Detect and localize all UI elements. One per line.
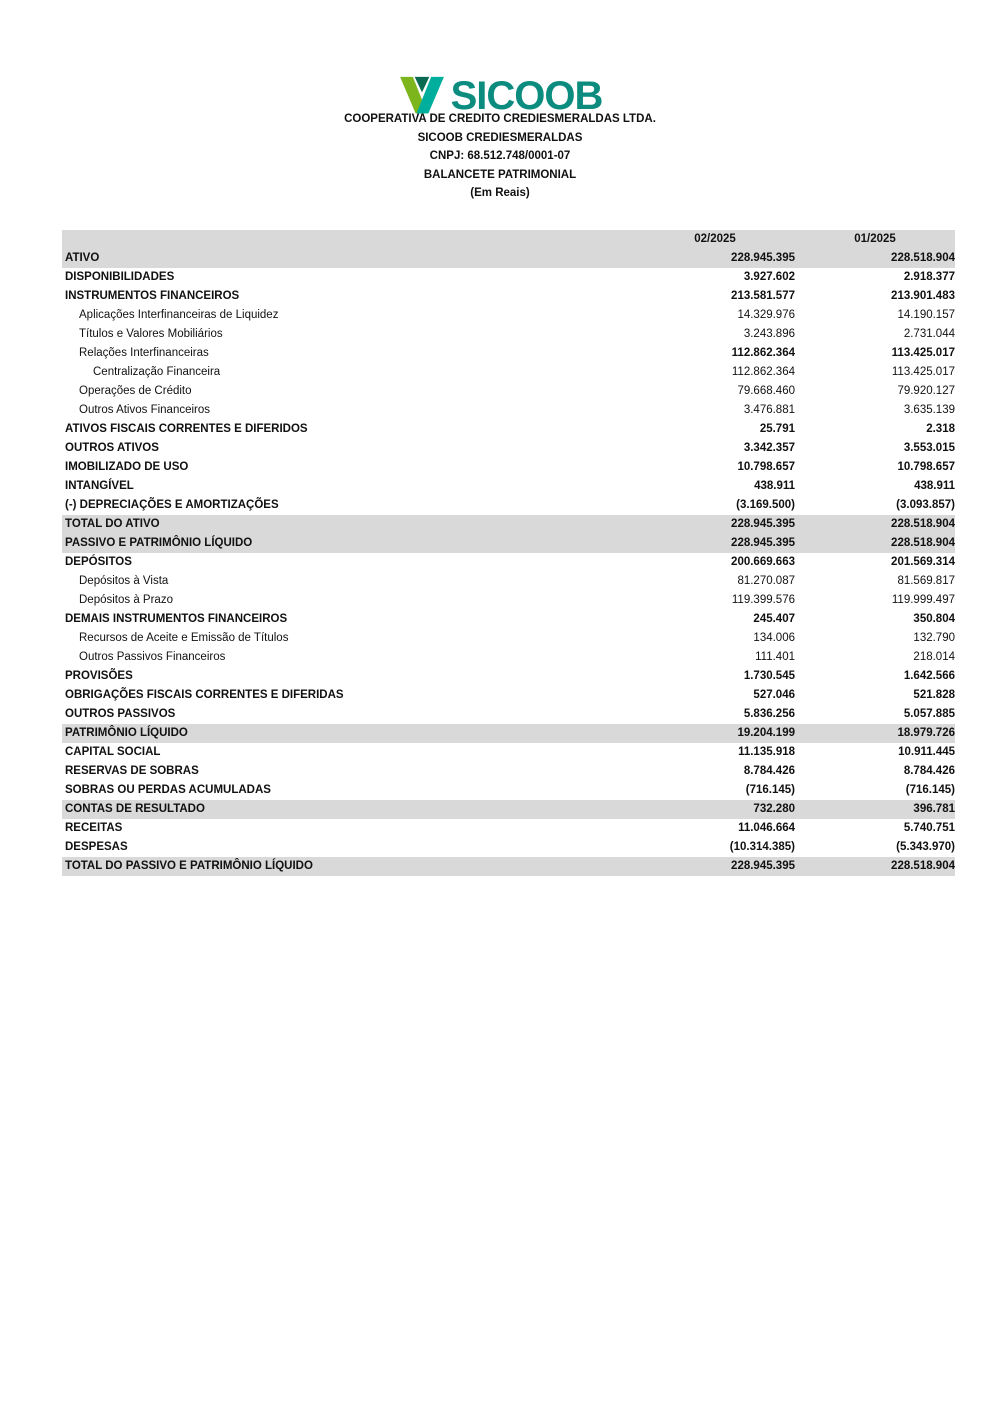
row-label: TOTAL DO PASSIVO E PATRIMÔNIO LÍQUIDO xyxy=(65,859,313,872)
row-label: RESERVAS DE SOBRAS xyxy=(65,764,199,777)
row-value-previous: 3.635.139 xyxy=(903,403,955,416)
table-row xyxy=(62,325,955,344)
table-row xyxy=(62,667,955,686)
column-header-current: 02/2025 xyxy=(694,232,736,245)
table-row xyxy=(62,268,955,287)
table-row xyxy=(62,819,955,838)
table-row xyxy=(62,344,955,363)
row-value-previous: 201.569.314 xyxy=(891,555,955,568)
row-value-previous: 79.920.127 xyxy=(897,384,955,397)
row-value-current: 79.668.460 xyxy=(737,384,795,397)
row-value-previous: (3.093.857) xyxy=(896,498,955,511)
row-value-previous: 14.190.157 xyxy=(897,308,955,321)
table-row xyxy=(62,496,955,515)
row-value-current: 111.401 xyxy=(755,650,795,663)
row-value-previous: 2.318 xyxy=(926,422,955,435)
row-value-current: 81.270.087 xyxy=(737,574,795,587)
row-value-current: 11.135.918 xyxy=(738,745,795,758)
row-value-current: (716.145) xyxy=(745,783,795,796)
row-value-current: 527.046 xyxy=(753,688,795,701)
row-value-current: 228.945.395 xyxy=(731,517,795,530)
table-row xyxy=(62,686,955,705)
row-value-previous: 113.425.017 xyxy=(891,346,955,359)
row-value-previous: (5.343.970) xyxy=(896,840,955,853)
table-row xyxy=(62,629,955,648)
table-row xyxy=(62,648,955,667)
row-value-current: 3.243.896 xyxy=(743,327,795,340)
row-value-previous: 2.731.044 xyxy=(903,327,955,340)
row-value-current: 5.836.256 xyxy=(743,707,795,720)
table-row xyxy=(62,287,955,306)
row-value-current: 3.927.602 xyxy=(743,270,795,283)
document-header xyxy=(0,110,1000,203)
table-row xyxy=(62,306,955,325)
table-row xyxy=(62,857,955,876)
row-value-current: 25.791 xyxy=(759,422,795,435)
table-row xyxy=(62,743,955,762)
trade-name: SICOOB CREDIESMERALDAS xyxy=(417,131,583,144)
row-label: INTANGÍVEL xyxy=(65,479,134,492)
table-row xyxy=(62,610,955,629)
row-value-current: 8.784.426 xyxy=(743,764,795,777)
row-value-previous: 2.918.377 xyxy=(903,270,955,283)
row-value-current: 1.730.545 xyxy=(743,669,795,682)
table-row xyxy=(62,781,955,800)
table-row xyxy=(62,515,955,534)
row-value-previous: 10.798.657 xyxy=(897,460,955,473)
table-row xyxy=(62,477,955,496)
table-row xyxy=(62,705,955,724)
row-label: OBRIGAÇÕES FISCAIS CORRENTES E DIFERIDAS xyxy=(65,688,344,701)
row-value-current: 11.046.664 xyxy=(738,821,795,834)
row-value-current: 228.945.395 xyxy=(731,536,795,549)
table-row xyxy=(62,420,955,439)
row-value-current: 438.911 xyxy=(754,479,795,492)
row-value-previous: 396.781 xyxy=(913,802,955,815)
row-label: Outros Ativos Financeiros xyxy=(79,403,211,416)
company-name: COOPERATIVA DE CREDITO CREDIESMERALDAS LTDA. xyxy=(344,113,656,125)
row-value-current: 119.399.576 xyxy=(731,593,795,606)
row-value-previous: 438.911 xyxy=(914,479,955,492)
row-label: Aplicações Interfinanceiras de Liquidez xyxy=(79,308,279,321)
row-value-current: 228.945.395 xyxy=(731,859,795,872)
row-label: Depósitos à Prazo xyxy=(79,593,173,606)
row-label: CONTAS DE RESULTADO xyxy=(65,802,205,815)
row-label: OUTROS PASSIVOS xyxy=(65,707,176,720)
row-value-previous: 119.999.497 xyxy=(891,593,955,606)
row-label: Relações Interfinanceiras xyxy=(79,346,209,359)
table-row xyxy=(62,838,955,857)
row-label: SOBRAS OU PERDAS ACUMULADAS xyxy=(65,783,271,796)
table-row xyxy=(62,800,955,819)
row-label: Centralização Financeira xyxy=(93,365,221,378)
table-row xyxy=(62,591,955,610)
row-label: TOTAL DO ATIVO xyxy=(65,517,160,530)
row-value-previous: 8.784.426 xyxy=(903,764,955,777)
row-value-current: 228.945.395 xyxy=(731,251,795,264)
row-value-previous: (716.145) xyxy=(905,783,955,796)
row-value-current: 19.204.199 xyxy=(737,726,795,739)
row-value-current: 14.329.976 xyxy=(737,308,795,321)
table-row xyxy=(62,458,955,477)
row-value-current: 10.798.657 xyxy=(737,460,795,473)
report-title: BALANCETE PATRIMONIAL xyxy=(423,168,577,181)
row-value-previous: 228.518.904 xyxy=(891,859,955,872)
cnpj: CNPJ: 68.512.748/0001-07 xyxy=(429,150,571,162)
row-value-previous: 228.518.904 xyxy=(891,536,955,549)
row-value-previous: 3.553.015 xyxy=(903,441,955,454)
row-label: OUTROS ATIVOS xyxy=(65,441,159,454)
row-value-current: 213.581.577 xyxy=(731,289,795,302)
balance-table-body xyxy=(62,249,955,876)
table-row xyxy=(62,249,955,268)
row-label: Títulos e Valores Mobiliários xyxy=(79,327,223,340)
row-value-current: 112.862.364 xyxy=(731,365,795,378)
row-label: DISPONIBILIDADES xyxy=(65,270,175,283)
row-label: PASSIVO E PATRIMÔNIO LÍQUIDO xyxy=(65,536,253,549)
row-label: CAPITAL SOCIAL xyxy=(65,745,161,758)
row-label: PROVISÕES xyxy=(65,669,133,682)
row-label: ATIVOS FISCAIS CORRENTES E DIFERIDOS xyxy=(65,422,308,435)
row-value-previous: 132.790 xyxy=(913,631,955,644)
row-value-previous: 521.828 xyxy=(913,688,955,701)
row-label: PATRIMÔNIO LÍQUIDO xyxy=(65,726,188,739)
balance-table xyxy=(62,230,955,876)
row-value-current: (3.169.500) xyxy=(736,498,795,511)
table-row xyxy=(62,534,955,553)
table-row xyxy=(62,363,955,382)
row-value-current: (10.314.385) xyxy=(729,840,795,853)
row-label: DESPESAS xyxy=(65,840,128,853)
row-label: IMOBILIZADO DE USO xyxy=(65,460,189,473)
table-row xyxy=(62,762,955,781)
row-label: Operações de Crédito xyxy=(79,384,192,397)
row-label: INSTRUMENTOS FINANCEIROS xyxy=(65,289,240,302)
table-header-row xyxy=(62,230,955,249)
row-value-previous: 1.642.566 xyxy=(903,669,955,682)
row-label: DEPÓSITOS xyxy=(65,555,132,568)
table-row xyxy=(62,439,955,458)
row-label: Outros Passivos Financeiros xyxy=(79,650,226,663)
row-value-previous: 81.569.817 xyxy=(897,574,955,587)
sicoob-wordmark: SICOOB xyxy=(450,74,603,118)
row-value-current: 112.862.364 xyxy=(731,346,795,359)
row-value-previous: 218.014 xyxy=(913,650,955,663)
row-value-previous: 228.518.904 xyxy=(891,251,955,264)
row-value-previous: 228.518.904 xyxy=(891,517,955,530)
table-row xyxy=(62,724,955,743)
currency-note: (Em Reais) xyxy=(470,187,530,199)
row-value-previous: 18.979.726 xyxy=(897,726,955,739)
row-label: (-) DEPRECIAÇÕES E AMORTIZAÇÕES xyxy=(65,498,279,511)
row-label: Depósitos à Vista xyxy=(79,574,169,587)
row-value-current: 3.342.357 xyxy=(743,441,795,454)
row-label: ATIVO xyxy=(65,251,100,264)
row-value-current: 134.006 xyxy=(753,631,795,644)
table-row xyxy=(62,401,955,420)
row-label: RECEITAS xyxy=(65,821,123,834)
row-value-previous: 350.804 xyxy=(913,612,955,625)
column-header-previous: 01/2025 xyxy=(854,232,896,245)
row-value-current: 245.407 xyxy=(753,612,795,625)
row-value-current: 732.280 xyxy=(753,802,795,815)
row-value-current: 200.669.663 xyxy=(731,555,795,568)
row-value-previous: 213.901.483 xyxy=(891,289,955,302)
header-spacer xyxy=(62,230,635,249)
table-row xyxy=(62,553,955,572)
row-value-previous: 5.740.751 xyxy=(903,821,955,834)
row-label: DEMAIS INSTRUMENTOS FINANCEIROS xyxy=(65,612,288,625)
sicoob-logo xyxy=(0,0,1000,118)
row-label: Recursos de Aceite e Emissão de Títulos xyxy=(79,631,289,644)
row-value-previous: 10.911.445 xyxy=(898,745,955,758)
row-value-previous: 5.057.885 xyxy=(903,707,955,720)
row-value-previous: 113.425.017 xyxy=(891,365,955,378)
row-value-current: 3.476.881 xyxy=(743,403,795,416)
table-row xyxy=(62,572,955,591)
table-row xyxy=(62,382,955,401)
